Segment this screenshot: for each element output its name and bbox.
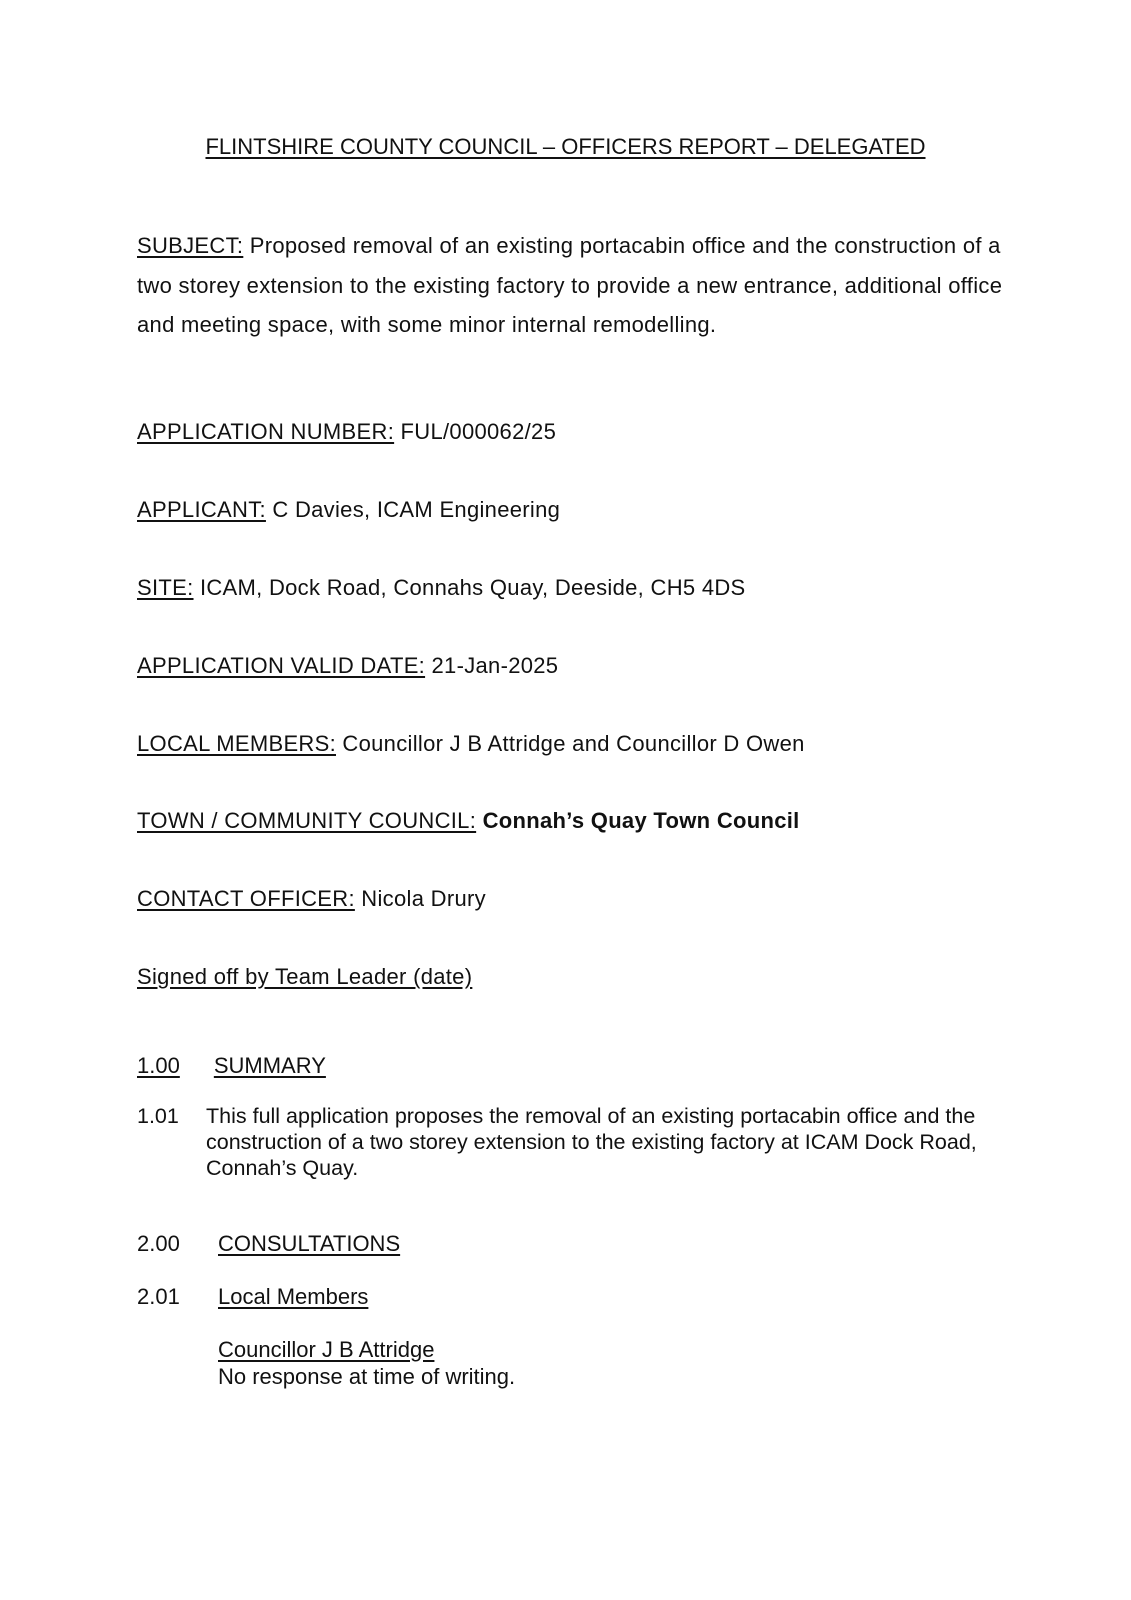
applicant-field [137, 497, 1007, 523]
applicant-value: C Davies, ICAM Engineering [272, 497, 561, 522]
contact-officer-label: CONTACT OFFICER: [137, 886, 355, 911]
summary-heading [137, 1053, 326, 1079]
member-consultation [218, 1336, 515, 1390]
signed-off-field [137, 964, 1007, 990]
town-council-field [137, 808, 1007, 834]
valid-date-label: APPLICATION VALID DATE: [137, 653, 426, 678]
local-members-subheading [137, 1284, 368, 1310]
site-value: ICAM, Dock Road, Connahs Quay, Deeside, CH5 4DS [199, 575, 746, 600]
town-council-label: TOWN / COMMUNITY COUNCIL: [137, 808, 477, 833]
consultations-heading [137, 1231, 400, 1257]
subject-label: SUBJECT: [137, 233, 244, 258]
subject-field [137, 226, 1007, 345]
summary-paragraph-number: 1.01 [137, 1104, 179, 1128]
contact-officer-field [137, 886, 1007, 912]
application-number-field [137, 419, 1007, 445]
local-members-label: LOCAL MEMBERS: [137, 731, 336, 756]
report-title: FLINTSHIRE COUNTY COUNCIL – OFFICERS REPORT – DELEGATED [205, 134, 926, 159]
summary-paragraph [137, 1103, 1017, 1181]
consultations-section-title: CONSULTATIONS [218, 1231, 401, 1256]
contact-officer-value: Nicola Drury [361, 886, 486, 911]
valid-date-value: 21-Jan-2025 [431, 653, 559, 678]
summary-paragraph-text: This full application proposes the removal of an existing portacabin office and the construction of a two storey extension to the existing factory at ICAM Dock Road, Connah’s Quay. [206, 1104, 977, 1180]
site-field [137, 575, 1007, 601]
valid-date-field [137, 653, 1007, 679]
member-response: No response at time of writing. [218, 1364, 516, 1389]
member-name: Councillor J B Attridge [218, 1337, 435, 1362]
summary-section-title: SUMMARY [213, 1053, 326, 1078]
applicant-label: APPLICANT: [137, 497, 266, 522]
local-members-subheading-text: Local Members [218, 1284, 369, 1309]
consultations-paragraph-number: 2.01 [137, 1284, 180, 1309]
local-members-value: Councillor J B Attridge and Councillor D Owen [342, 731, 805, 756]
subject-text: Proposed removal of an existing portacabin office and the construction of a two storey extension to the existing factory to provide a new entrance, additional office and meeting space, with some minor internal remodelling. [137, 233, 1003, 337]
summary-section-number: 1.00 [137, 1053, 180, 1078]
site-label: SITE: [137, 575, 194, 600]
town-council-value: Connah’s Quay Town Council [482, 808, 800, 833]
application-number-label: APPLICATION NUMBER: [137, 419, 395, 444]
local-members-field [137, 731, 1007, 757]
signed-off-label: Signed off by Team Leader (date) [137, 964, 473, 989]
application-number-value: FUL/000062/25 [400, 419, 557, 444]
consultations-section-number: 2.00 [137, 1231, 180, 1256]
